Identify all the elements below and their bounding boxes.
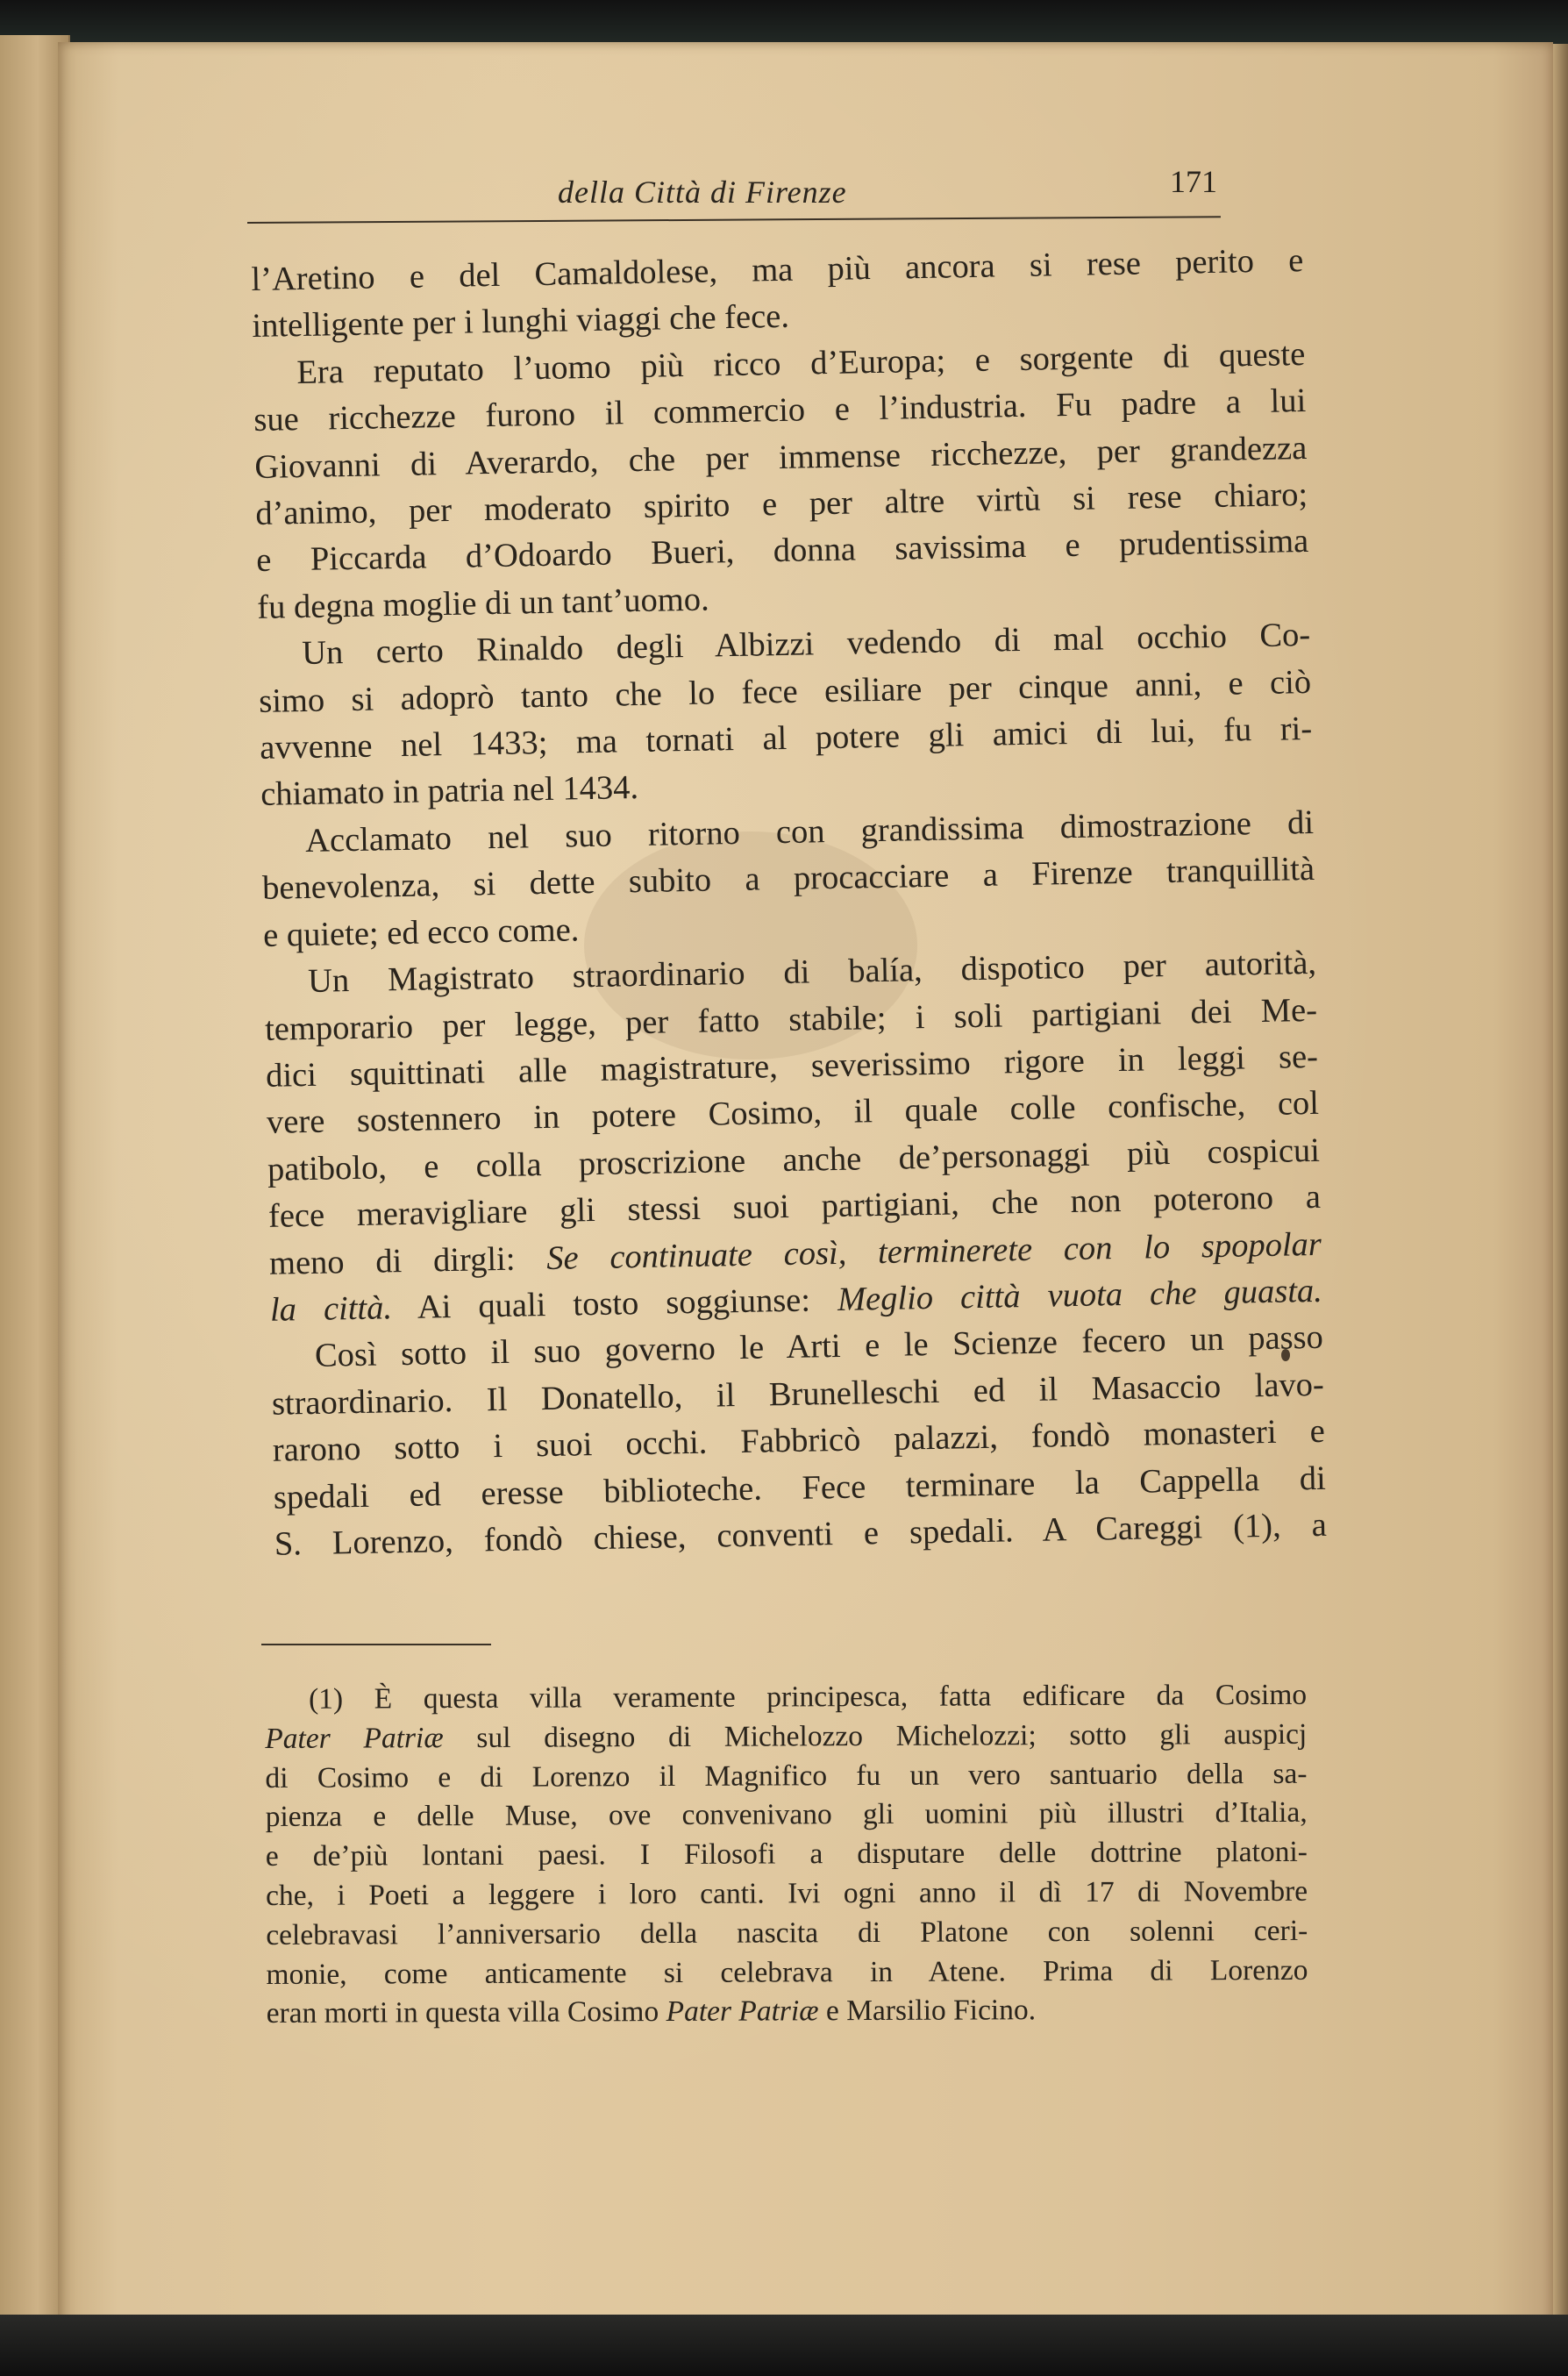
footnote-line	[265, 1716, 1307, 1759]
body-line: rarono sotto i suoi occhi. Fabbricò palazzi, fondò monasteri e	[272, 1412, 1326, 1469]
body-line: Un Magistrato straordinario di balía, dispotico per autorità,	[307, 944, 1317, 1001]
body-line: Giovanni di Averardo, che per immense ricchezze, per grandezza	[254, 429, 1308, 486]
body-line: Era reputato l’uomo più ricco d’Europa; e sorgente di queste	[296, 335, 1306, 391]
body-line: fece meravigliare gli stessi suoi partigiani, che non poterono a	[267, 1178, 1322, 1235]
footnote-line	[267, 1990, 1308, 2034]
scanner-bottom-edge	[0, 2315, 1568, 2376]
body-line: simo si adoprò tanto che lo fece esiliare per cinque anni, e ciò	[258, 663, 1312, 720]
footnote	[265, 1676, 1308, 2034]
footnote-italic: Pater Patriæ	[265, 1721, 444, 1755]
body-line: patibolo, e colla proscrizione anche de’personaggi più cospicui	[267, 1131, 1321, 1188]
body-line: fu degna moglie di un tant’uomo.	[256, 581, 710, 626]
page-block-edge	[1550, 44, 1568, 2324]
footnote-line: monie, come anticamente si celebrava in Atene. Prima di Lorenzo	[266, 1953, 1308, 1991]
body-line: vere sostennero in potere Cosimo, il quale colle confische, col	[266, 1085, 1320, 1142]
body-line: dici squittinati alle magistrature, severissimo rigore in leggi se-	[265, 1038, 1319, 1095]
body-line: Acclamato nel suo ritorno con grandissima dimostrazione di	[304, 803, 1315, 860]
running-head: della Città di Firenze	[558, 175, 847, 210]
quote-italic: Se continuate così, terminerete con lo spopolar	[545, 1225, 1322, 1277]
body-line: e Piccarda d’Odoardo Bueri, donna savissima e prudentissima	[255, 523, 1309, 580]
body-line: S. Lorenzo, fondò chiese, conventi e spedali. A Careggi (1), a	[274, 1506, 1328, 1563]
footnote-text-segment: e Marsilio Ficino.	[818, 1994, 1037, 2028]
body-line: Così sotto il suo governo le Arti e le Scienze fecero un passo	[314, 1319, 1324, 1375]
body-line: avvenne nel 1433; ma tornati al potere gli amici di lui, fu ri-	[259, 710, 1313, 767]
body-line: chiamato in patria nel 1434.	[260, 769, 639, 814]
footnote-line: e de’più lontani paesi. I Filosofi a disputare delle dottrine platoni-	[265, 1836, 1308, 1873]
footnote-line: pienza e delle Muse, ove convenivano gli uomini più illustri d’Italia,	[265, 1796, 1308, 1834]
quote-italic: la città.	[269, 1289, 393, 1329]
body-line: temporario per legge, per fatto stabile; i soli partigiani dei Me-	[264, 991, 1318, 1048]
footnote-text-segment: eran morti in questa villa Cosimo	[266, 1995, 666, 2030]
footnote-italic: Pater Patriæ	[666, 1994, 819, 2029]
body-line: e quiete; ed ecco come.	[262, 910, 580, 954]
footnote-line: celebravasi l’anniversario della nascita di Platone con solenni ceri-	[266, 1914, 1308, 1951]
body-line: straordinario. Il Donatello, il Brunelleschi ed il Masaccio lavo-	[271, 1366, 1325, 1423]
footnote-line: (1) È questa villa veramente principesca, fatta edificare da Cosimo	[309, 1678, 1308, 1716]
page-number: 171	[1170, 164, 1217, 199]
quote-italic: Meglio città vuota che guasta.	[837, 1272, 1323, 1318]
body-line: spedali ed eresse biblioteche. Fece terminare la Cappella di	[273, 1459, 1327, 1516]
body-line: benevolenza, si dette subito a procacciare a Firenze tranquillità	[261, 851, 1315, 908]
footnote-text-segment: sul disegno di Michelozzo Michelozzi; sotto gli auspicj	[443, 1717, 1308, 1754]
body-line: l’Aretino e del Camaldolese, ma più ancora si rese perito e	[251, 242, 1304, 298]
body-line: d’animo, per moderato spirito e per altre virtù si rese chiaro;	[254, 475, 1308, 532]
body-line: sue ricchezze furono il commercio e l’industria. Fu padre a lui	[253, 382, 1307, 439]
body-line: Un certo Rinaldo degli Albizzi vedendo di mal occhio Co-	[301, 617, 1311, 673]
footnote-rule	[261, 1644, 491, 1645]
body-line: intelligente per i lunghi viaggi che fece.	[252, 298, 790, 346]
footnote-line: di Cosimo e di Lorenzo il Magnifico fu un vero santuario della sa-	[265, 1757, 1308, 1794]
header-rule	[247, 216, 1221, 224]
book-page	[58, 42, 1553, 2333]
body-text-segment: meno di dirgli:	[268, 1239, 547, 1282]
footnote-line: che, i Poeti a leggere i loro canti. Ivi ogni anno il dì 17 di Novembre	[265, 1874, 1308, 1912]
body-text-segment: Ai quali tosto soggiunse:	[391, 1281, 838, 1327]
body-text	[251, 238, 1327, 1568]
